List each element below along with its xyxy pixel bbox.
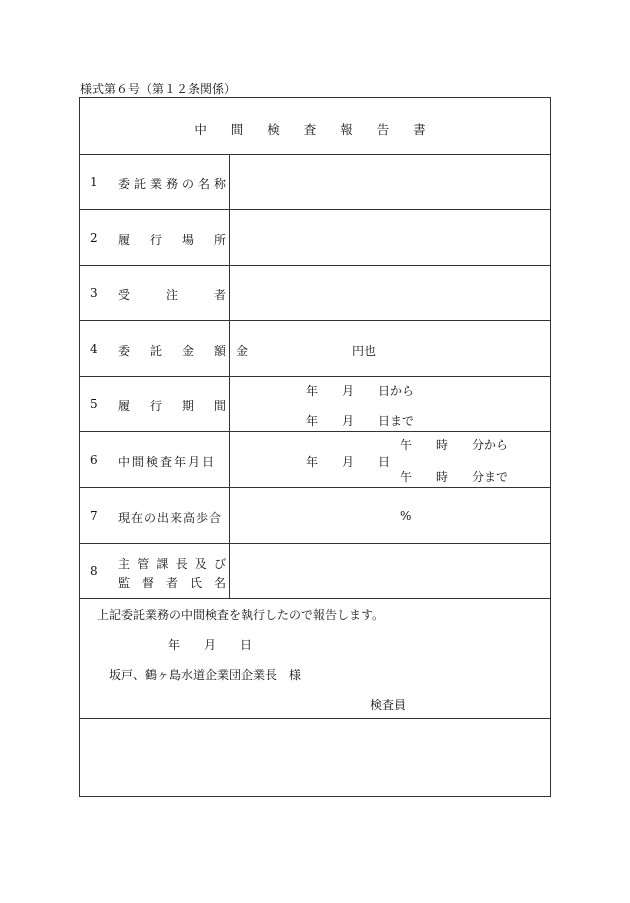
row-number: 4 xyxy=(90,342,98,356)
report-addressee: 坂戸、鶴ヶ島水道企業団企業長 様 xyxy=(109,668,302,682)
label-char: 履 xyxy=(118,233,131,247)
divider xyxy=(80,598,550,599)
label-char: 履 xyxy=(118,399,131,413)
label-char: 名 xyxy=(213,576,226,590)
label-char: 託 xyxy=(149,344,162,358)
row-number: 1 xyxy=(90,175,98,189)
document-title: 中 間 検 査 報 告 書 xyxy=(194,122,436,137)
row-label-supervisor xyxy=(118,555,226,591)
row-label-inspection-date: 中間検査年月日 xyxy=(118,455,217,469)
report-statement: 上記委託業務の中間検査を執行したので報告します。 xyxy=(97,608,385,622)
period-to: 年 月 日まで xyxy=(306,414,415,428)
inspector-label: 検査員 xyxy=(370,698,407,712)
label-char: 主 xyxy=(118,557,131,571)
label-char: 注 xyxy=(165,288,178,302)
report-date: 年 月 日 xyxy=(168,638,253,652)
row-number: 6 xyxy=(90,453,98,467)
divider xyxy=(80,487,550,488)
row-number: 2 xyxy=(90,231,98,245)
row-number: 3 xyxy=(90,286,98,300)
label-char: 督 xyxy=(141,576,154,590)
label-char: 者 xyxy=(213,288,226,302)
label-char: 場 xyxy=(181,233,194,247)
label-char: 氏 xyxy=(189,576,202,590)
label-char: 課 xyxy=(156,557,169,571)
divider xyxy=(80,265,550,266)
row-number: 8 xyxy=(90,564,98,578)
row-label-location xyxy=(118,231,226,248)
row-number: 5 xyxy=(90,397,98,411)
row-label-progress-rate: 現在の出来高歩合 xyxy=(118,511,223,525)
divider xyxy=(80,376,550,377)
divider xyxy=(80,154,550,155)
label-line xyxy=(118,555,226,572)
row-label-contractor xyxy=(118,286,226,303)
amount-suffix: 円也 xyxy=(352,344,377,358)
form-number-label: 様式第６号（第１２条関係） xyxy=(80,82,237,96)
label-char: 金 xyxy=(181,344,194,358)
row-label-business-name: 委託業務の名称 xyxy=(118,177,231,191)
divider xyxy=(80,320,550,321)
divider xyxy=(80,209,550,210)
label-char: 受 xyxy=(118,288,131,302)
label-char: 及 xyxy=(194,557,207,571)
row-label-period xyxy=(118,397,226,414)
label-char: 間 xyxy=(213,399,226,413)
label-char: 長 xyxy=(175,557,188,571)
divider xyxy=(80,543,550,544)
label-char: 所 xyxy=(213,233,226,247)
divider xyxy=(80,431,550,432)
label-line xyxy=(118,574,226,591)
row-number: 7 xyxy=(90,509,98,523)
label-char: 行 xyxy=(149,233,162,247)
label-char: 者 xyxy=(165,576,178,590)
label-char: 行 xyxy=(149,399,162,413)
amount-prefix: 金 xyxy=(236,344,249,358)
label-char: 額 xyxy=(213,344,226,358)
label-char: 管 xyxy=(137,557,150,571)
inspection-report-form xyxy=(79,97,551,797)
label-char: 監 xyxy=(118,576,131,590)
label-char: 委 xyxy=(118,344,131,358)
inspection-time-to: 午 時 分まで xyxy=(400,470,509,484)
inspection-date: 年 月 日 xyxy=(306,455,391,469)
progress-unit: % xyxy=(400,509,412,523)
inspection-time-from: 午 時 分から xyxy=(400,438,509,452)
column-divider xyxy=(229,154,230,598)
label-char: 期 xyxy=(181,399,194,413)
divider xyxy=(80,718,550,719)
period-from: 年 月 日から xyxy=(306,384,415,398)
row-label-contract-amount xyxy=(118,342,226,359)
label-char: び xyxy=(213,557,226,571)
